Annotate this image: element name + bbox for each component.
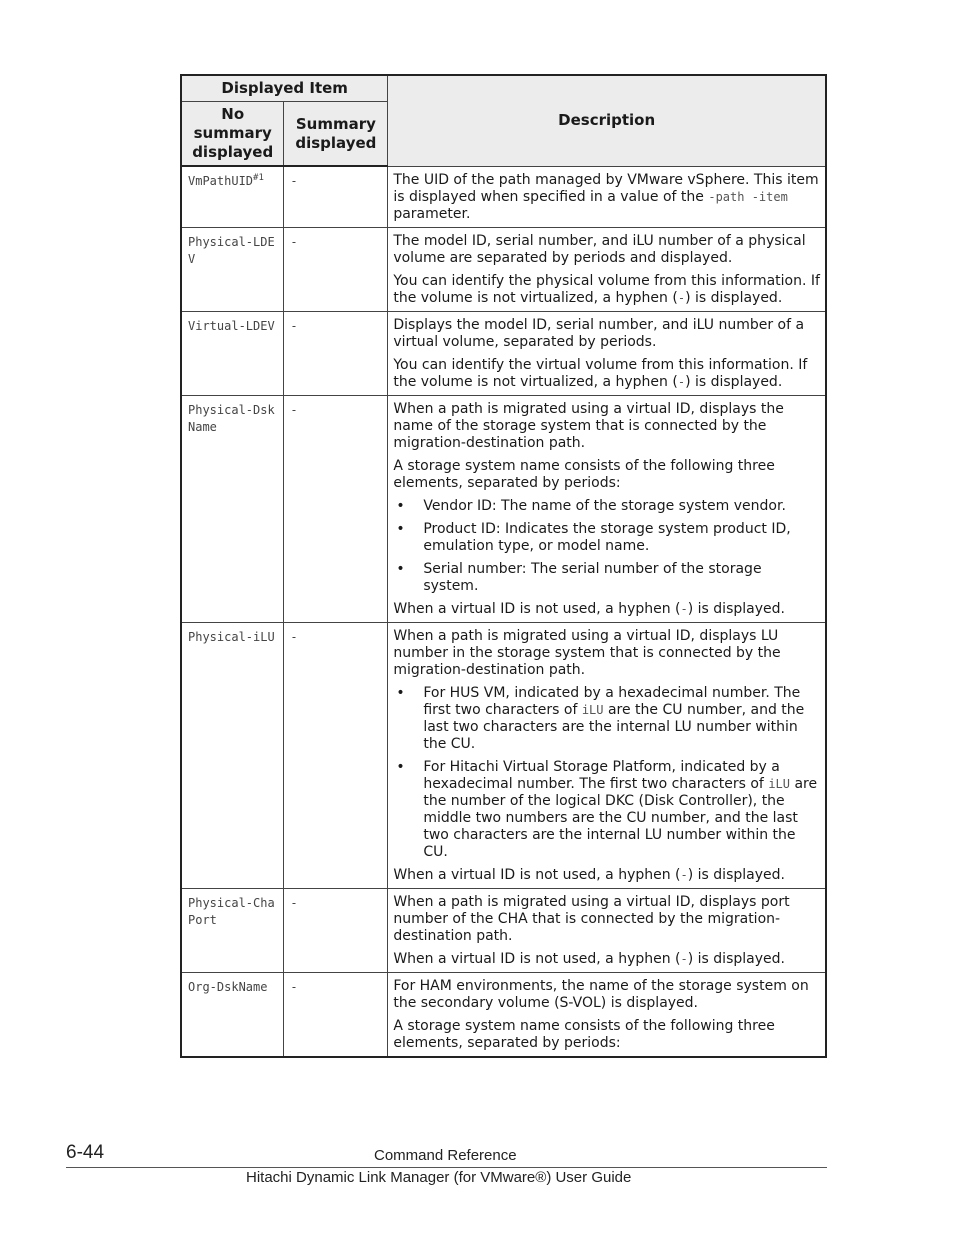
table-row	[181, 311, 826, 395]
item-name: Physical-LDEV	[181, 227, 284, 311]
item-description: When a path is migrated using a virtual ID, displays LU number in the storage system that is connected by the migration-destination path. • For HUS VM, indicated by a hexadecimal number. The first two characters of iLU are the CU number, and the last two characters are the internal LU number within the CU. • For Hitachi Virtual Storage Platform, indicated by a hexadecimal number. The first two characters of iLU are the number of the logical DKC (Disk Controller), the middle two numbers are the CU number, and the last two characters are the internal LU number within the CU. When a virtual ID is not used, a hyphen (-) is displayed.	[388, 622, 826, 888]
table-row	[181, 972, 826, 1057]
item-name: Physical-ChaPort	[181, 888, 284, 972]
bullet-list	[393, 685, 820, 861]
table-row	[181, 888, 826, 972]
header-displayed-item: Displayed Item	[181, 75, 388, 102]
displayed-items-table	[180, 74, 827, 1058]
list-item: • For Hitachi Virtual Storage Platform, indicated by a hexadecimal number. The first two characters of iLU are the number of the logical DKC (Disk Controller), the middle two numbers are the CU number, and the last two characters are the internal LU number within the CU.	[393, 759, 820, 861]
item-description: For HAM environments, the name of the storage system on the secondary volume (S-VOL) is displayed. A storage system name consists of the following three elements, separated by periods:	[388, 972, 826, 1057]
summary-value: -	[284, 972, 388, 1057]
item-description: When a path is migrated using a virtual ID, displays port number of the CHA that is connected by the migration-destination path. When a virtual ID is not used, a hyphen (-) is displayed.	[388, 888, 826, 972]
summary-value: -	[284, 227, 388, 311]
table-row	[181, 622, 826, 888]
bullet-list	[393, 498, 820, 595]
item-description: Displays the model ID, serial number, and iLU number of a virtual volume, separated by periods. You can identify the virtual volume from this information. If the volume is not virtualized, a hyphen (-) is displayed.	[388, 311, 826, 395]
header-description: Description	[388, 75, 826, 166]
list-item: • Serial number: The serial number of the storage system.	[393, 561, 820, 595]
section-title: Command Reference	[374, 1147, 517, 1164]
item-description: The model ID, serial number, and iLU number of a physical volume are separated by periods and displayed. You can identify the physical volume from this information. If the volume is not virtualized, a hyphen (-) is displayed.	[388, 227, 826, 311]
table-row	[181, 395, 826, 622]
footer-divider	[66, 1167, 827, 1168]
page-number: 6-44	[66, 1142, 105, 1163]
footnote-mark: #1	[253, 173, 264, 183]
item-description: When a path is migrated using a virtual ID, displays the name of the storage system that is connected by the migration-destination path. A storage system name consists of the following three elements, separated by periods: • Vendor ID: The name of the storage system vendor. • Product ID: Indicates the storage system product ID, emulation type, or model name. • Serial number: The serial number of the storage system. When a virtual ID is not used, a hyphen (-) is displayed.	[388, 395, 826, 622]
header-no-summary: No summary displayed	[181, 102, 284, 167]
table-row	[181, 227, 826, 311]
table-row	[181, 166, 826, 227]
summary-value: -	[284, 311, 388, 395]
list-item: • For HUS VM, indicated by a hexadecimal number. The first two characters of iLU are the CU number, and the last two characters are the internal LU number within the CU.	[393, 685, 820, 753]
item-name: Virtual-LDEV	[181, 311, 284, 395]
item-name: Org-DskName	[181, 972, 284, 1057]
guide-title: Hitachi Dynamic Link Manager (for VMware®) User Guide	[246, 1169, 632, 1186]
summary-value: -	[284, 395, 388, 622]
list-item: • Product ID: Indicates the storage system product ID, emulation type, or model name.	[393, 521, 820, 555]
list-item: • Vendor ID: The name of the storage system vendor.	[393, 498, 820, 515]
summary-value: -	[284, 888, 388, 972]
summary-value: -	[284, 166, 388, 227]
summary-value: -	[284, 622, 388, 888]
item-name: Physical-DskName	[181, 395, 284, 622]
item-name: VmPathUID$^{\#1}$	[181, 166, 284, 227]
header-summary: Summary displayed	[284, 102, 388, 167]
item-name: Physical-iLU	[181, 622, 284, 888]
item-description: The UID of the path managed by VMware vSphere. This item is displayed when specified in a value of the -path -item parameter.	[388, 166, 826, 227]
